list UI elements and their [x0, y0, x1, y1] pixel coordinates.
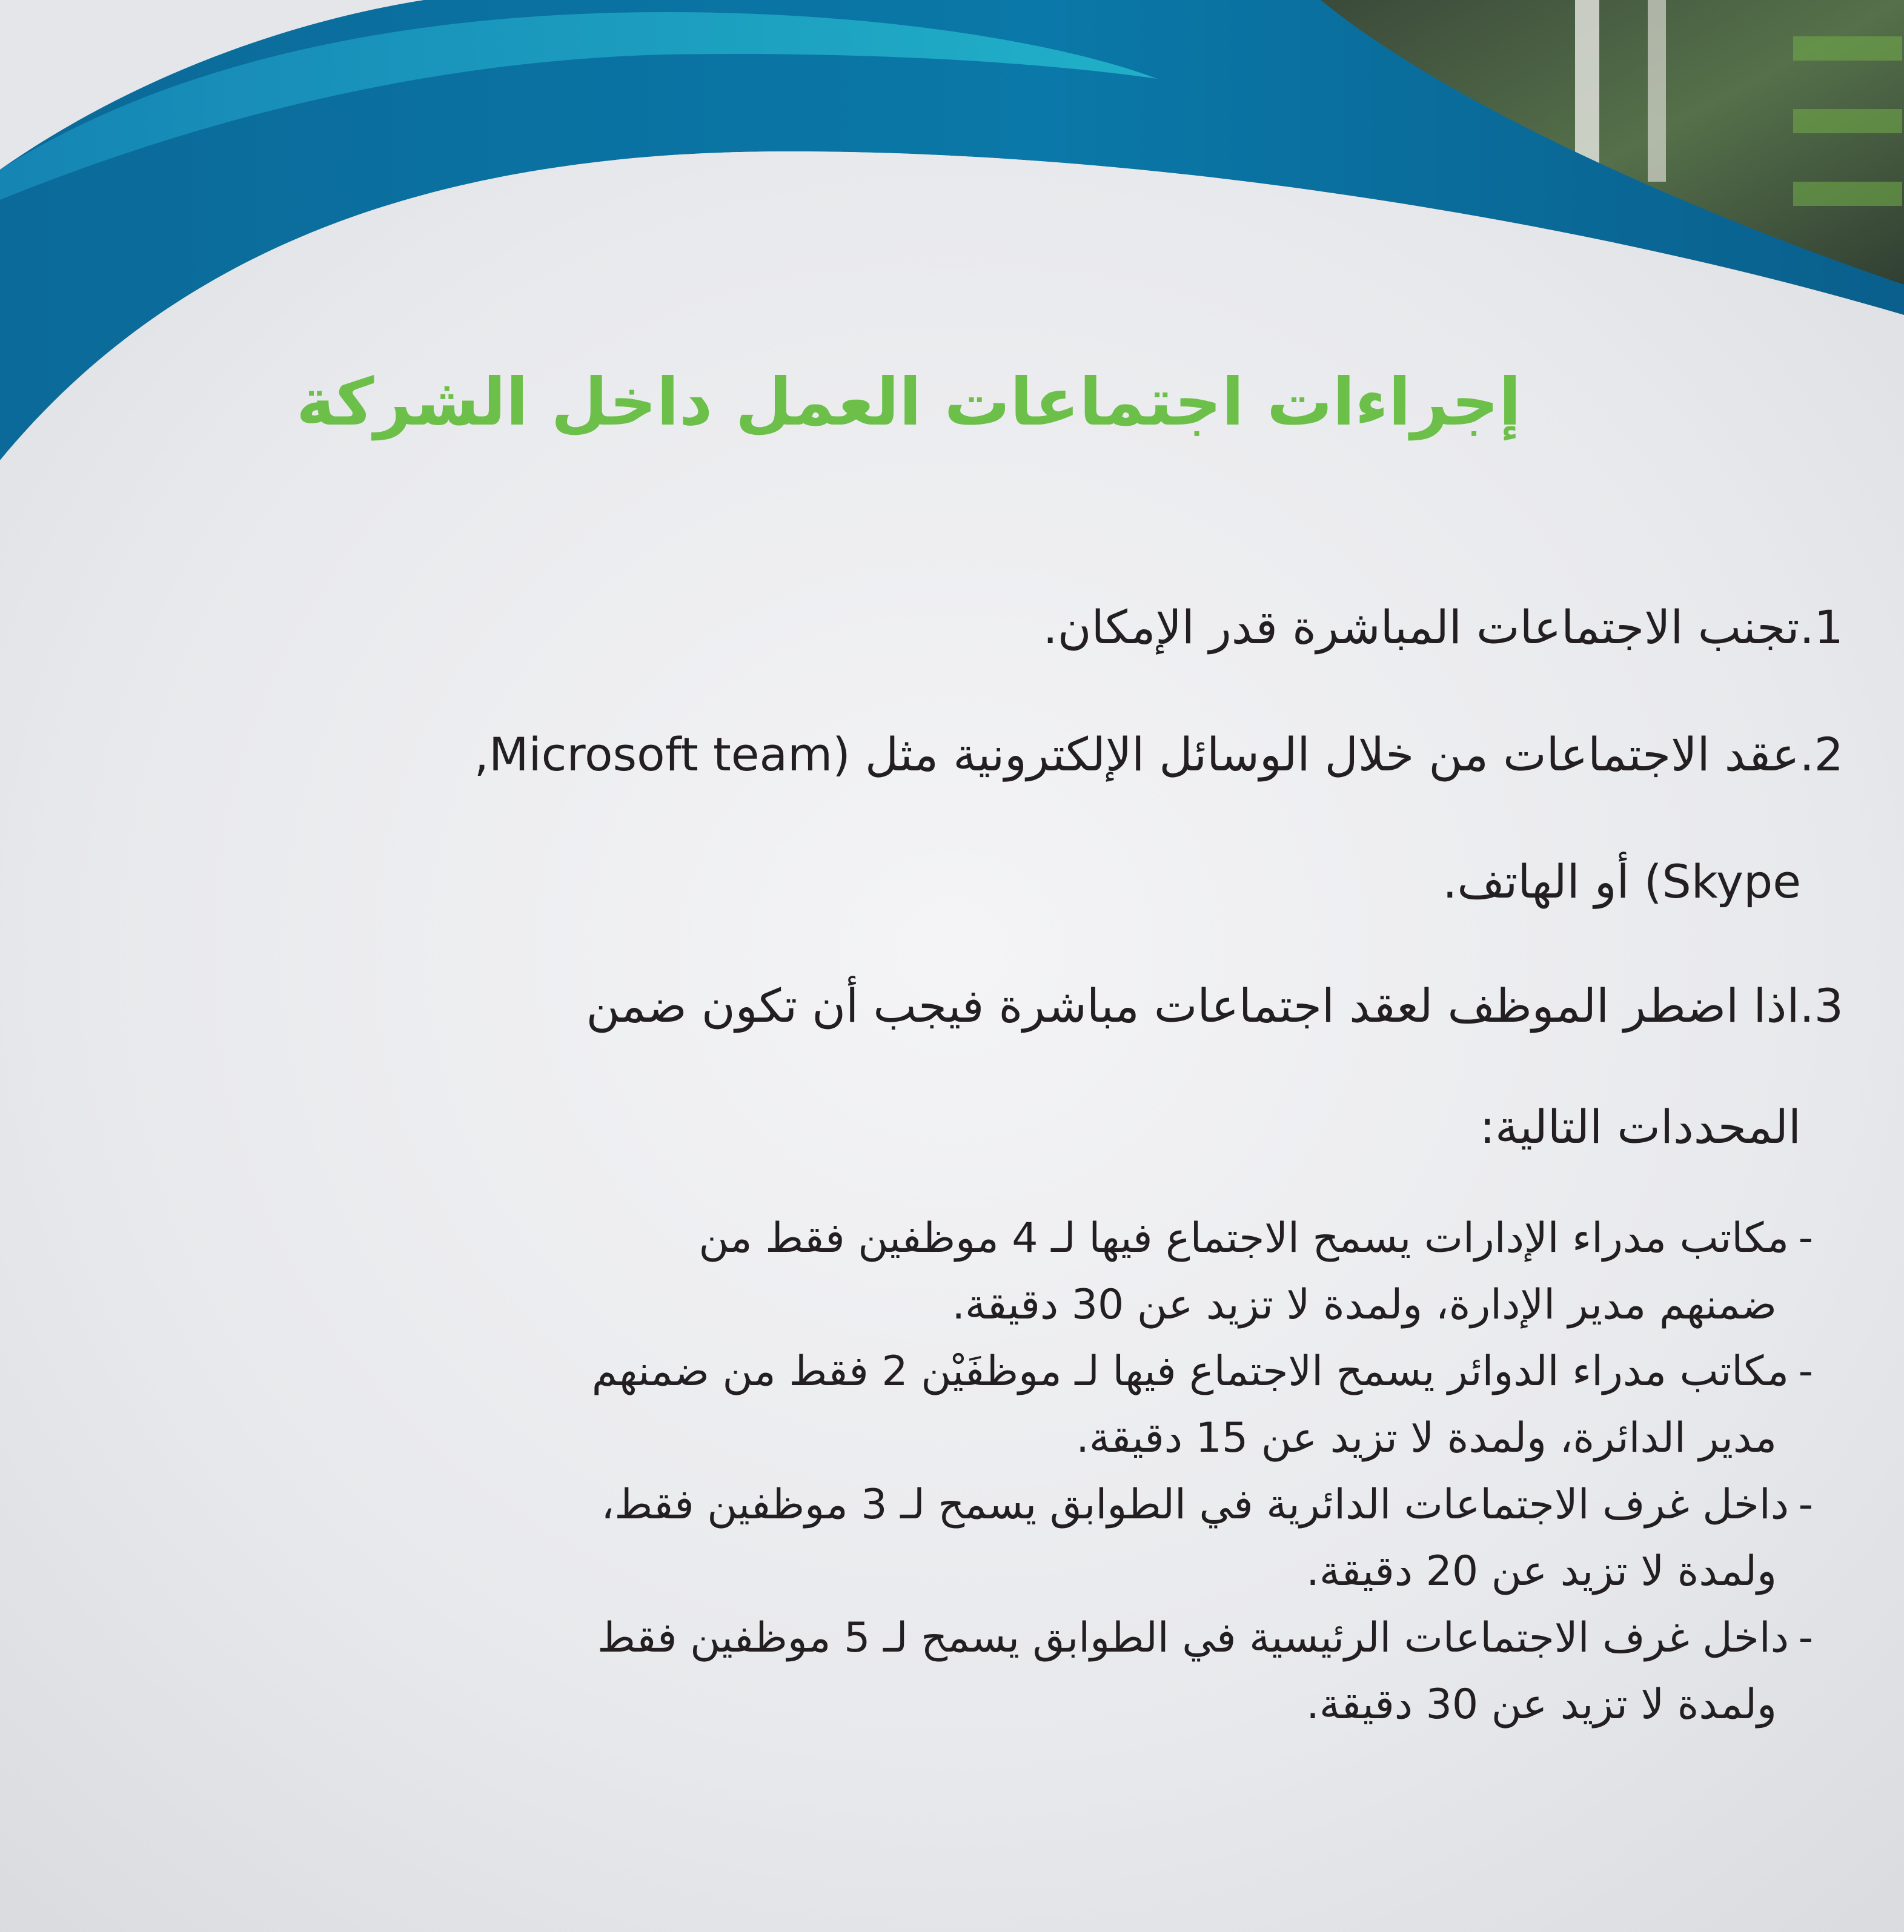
page-title: إجراءات اجتماعات العمل داخل الشركة — [296, 365, 1521, 440]
sub-item-line: ضمنهم مدير الإدارة، ولمدة لا تزيد عن 30 دقيقة. — [952, 1281, 1777, 1329]
list-item-2-continuation: Skype) أو الهاتف. — [1442, 855, 1801, 908]
sub-item-line: مدير الدائرة، ولمدة لا تزيد عن 15 دقيقة. — [1076, 1414, 1777, 1462]
sub-item-line: ولمدة لا تزيد عن 20 دقيقة. — [1306, 1547, 1777, 1595]
list-item-3 — [586, 978, 1843, 1033]
list-item-1 — [1043, 600, 1843, 655]
sub-item-1 — [115, 1205, 1813, 1338]
sub-item-line: داخل غرف الاجتماعات الدائرية في الطوابق يسمح لـ 3 موظفين فقط، — [601, 1481, 1789, 1529]
sub-item-line: مكاتب مدراء الدوائر يسمح الاجتماع فيها لـ موظفَيْن 2 فقط من ضمنهم — [591, 1348, 1789, 1395]
bullet-dash: - — [1798, 1214, 1813, 1262]
item-number: 2. — [1799, 727, 1843, 781]
sub-item-line: داخل غرف الاجتماعات الرئيسية في الطوابق يسمح لـ 5 موظفين فقط — [597, 1614, 1789, 1662]
bullet-dash: - — [1798, 1614, 1813, 1662]
item-text: عقد الاجتماعات من خلال الوسائل الإلكترونية مثل (Microsoft team, — [474, 727, 1800, 781]
sub-item-4 — [115, 1605, 1813, 1738]
item-number: 3. — [1799, 979, 1843, 1033]
sub-item-2 — [115, 1338, 1813, 1472]
item-number: 1. — [1799, 600, 1843, 654]
list-item-3-continuation: المحددات التالية: — [1479, 1100, 1801, 1154]
sub-item-line: مكاتب مدراء الإدارات يسمح الاجتماع فيها لـ 4 موظفين فقط من — [698, 1214, 1789, 1262]
sub-item-3 — [115, 1472, 1813, 1605]
item-text: اذا اضطر الموظف لعقد اجتماعات مباشرة فيجب أن تكون ضمن — [586, 979, 1800, 1033]
list-item-2 — [474, 727, 1843, 782]
item-text: تجنب الاجتماعات المباشرة قدر الإمكان. — [1043, 600, 1800, 654]
bullet-dash: - — [1798, 1481, 1813, 1529]
bullet-dash: - — [1798, 1348, 1813, 1395]
sub-item-line: ولمدة لا تزيد عن 30 دقيقة. — [1306, 1681, 1777, 1729]
